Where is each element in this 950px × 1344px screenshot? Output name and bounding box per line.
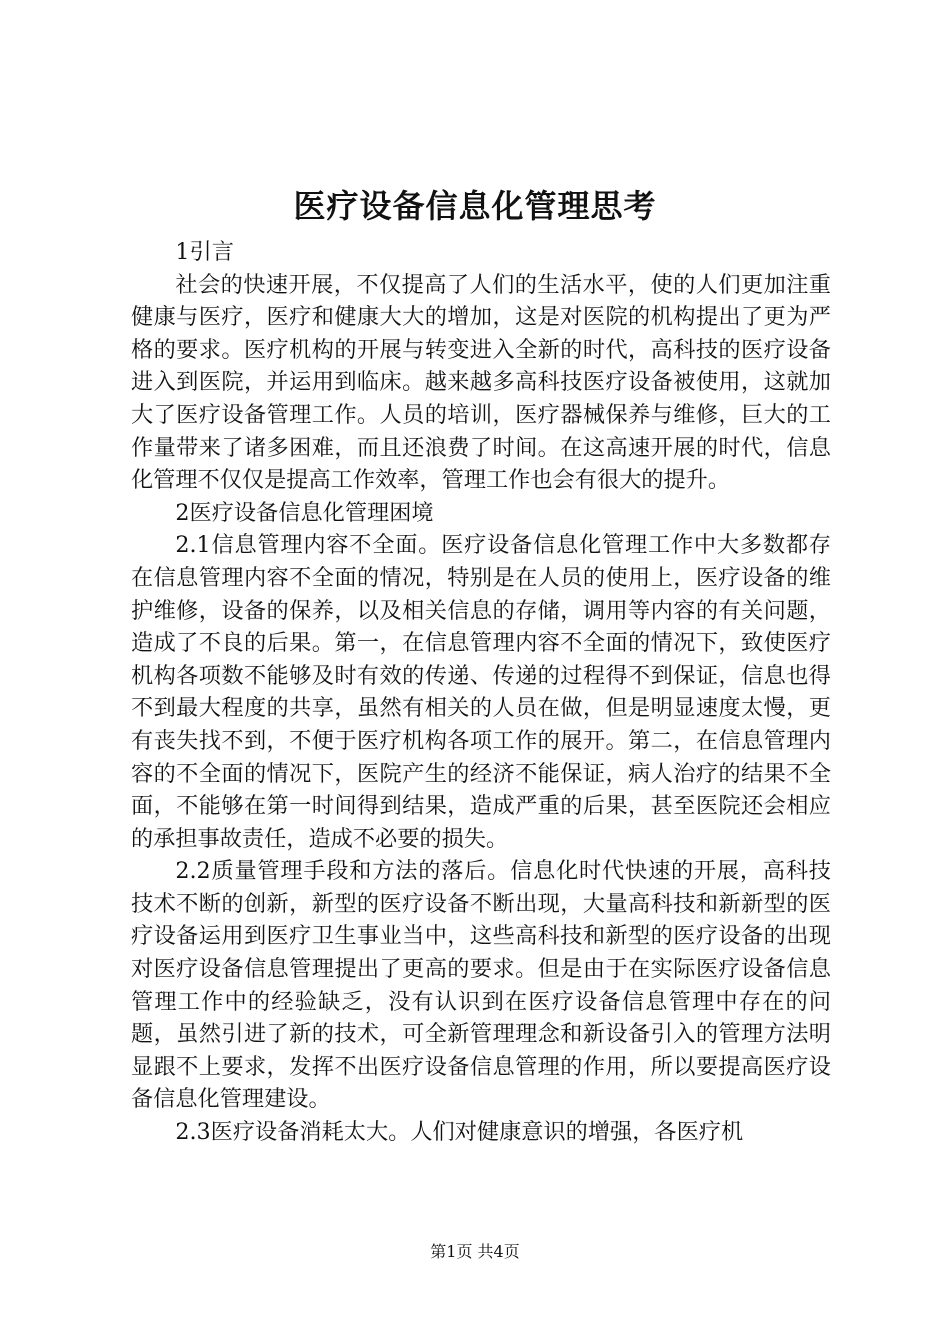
body-paragraph: 2.2质量管理手段和方法的落后。信息化时代快速的开展，高科技技术不断的创新，新型的医疗设备不断出现，大量高科技和新新型的医疗设备运用到医疗卫生事业当中，这些高科技和新型的医疗设备的出现对医疗设备信息管理提出了更高的要求。但是由于在实际医疗设备信息管理工作中的经验缺乏，没有认识到在医疗设备信息管理中存在的问题，虽然引进了新的技术，可全新管理理念和新设备引入的管理方法明显跟不上要求，发挥不出医疗设备信息管理的作用，所以要提高医疗设备信息化管理建设。 xyxy=(131,858,831,1113)
section-heading-intro: 1引言 xyxy=(175,239,234,265)
body-paragraph: 社会的快速开展，不仅提高了人们的生活水平，使的人们更加注重健康与医疗，医疗和健康大大的增加，这是对医院的机构提出了更为严格的要求。医疗机构的开展与转变进入全新的时代，高科技的医疗设备进入到医院，并运用到临床。越来越多高科技医疗设备被使用，这就加大了医疗设备管理工作。人员的培训，医疗器械保养与维修，巨大的工作量带来了诸多困难，而且还浪费了时间。在这高速开展的时代，信息化管理不仅仅是提高工作效率，管理工作也会有很大的提升。 xyxy=(131,271,831,494)
body-paragraph: 2.1信息管理内容不全面。医疗设备信息化管理工作中大多数都存在信息管理内容不全面的情况，特别是在人员的使用上，医疗设备的维护维修，设备的保养，以及相关信息的存储，调用等内容的有关问题，造成了不良的后果。第一，在信息管理内容不全面的情况下，致使医疗机构各项数不能够及时有效的传递、传递的过程得不到保证，信息也得不到最大程度的共享，虽然有相关的人员在做，但是明显速度太慢，更有丧失找不到，不便于医疗机构各项工作的展开。第二，在信息管理内容的不全面的情况下，医院产生的经济不能保证，病人治疗的结果不全面，不能够在第一时间得到结果，造成严重的后果，甚至医院还会相应的承担事故责任，造成不必要的损失。 xyxy=(131,532,831,852)
document-title: 医疗设备信息化管理思考 xyxy=(293,187,657,225)
page-number-footer: 第1页 共4页 xyxy=(430,1242,520,1261)
document-body xyxy=(131,236,831,1149)
section-heading-dilemma: 2医疗设备信息化管理困境 xyxy=(175,499,434,526)
body-paragraph: 2.3医疗设备消耗太大。人们对健康意识的增强，各医疗机 xyxy=(175,1119,744,1146)
